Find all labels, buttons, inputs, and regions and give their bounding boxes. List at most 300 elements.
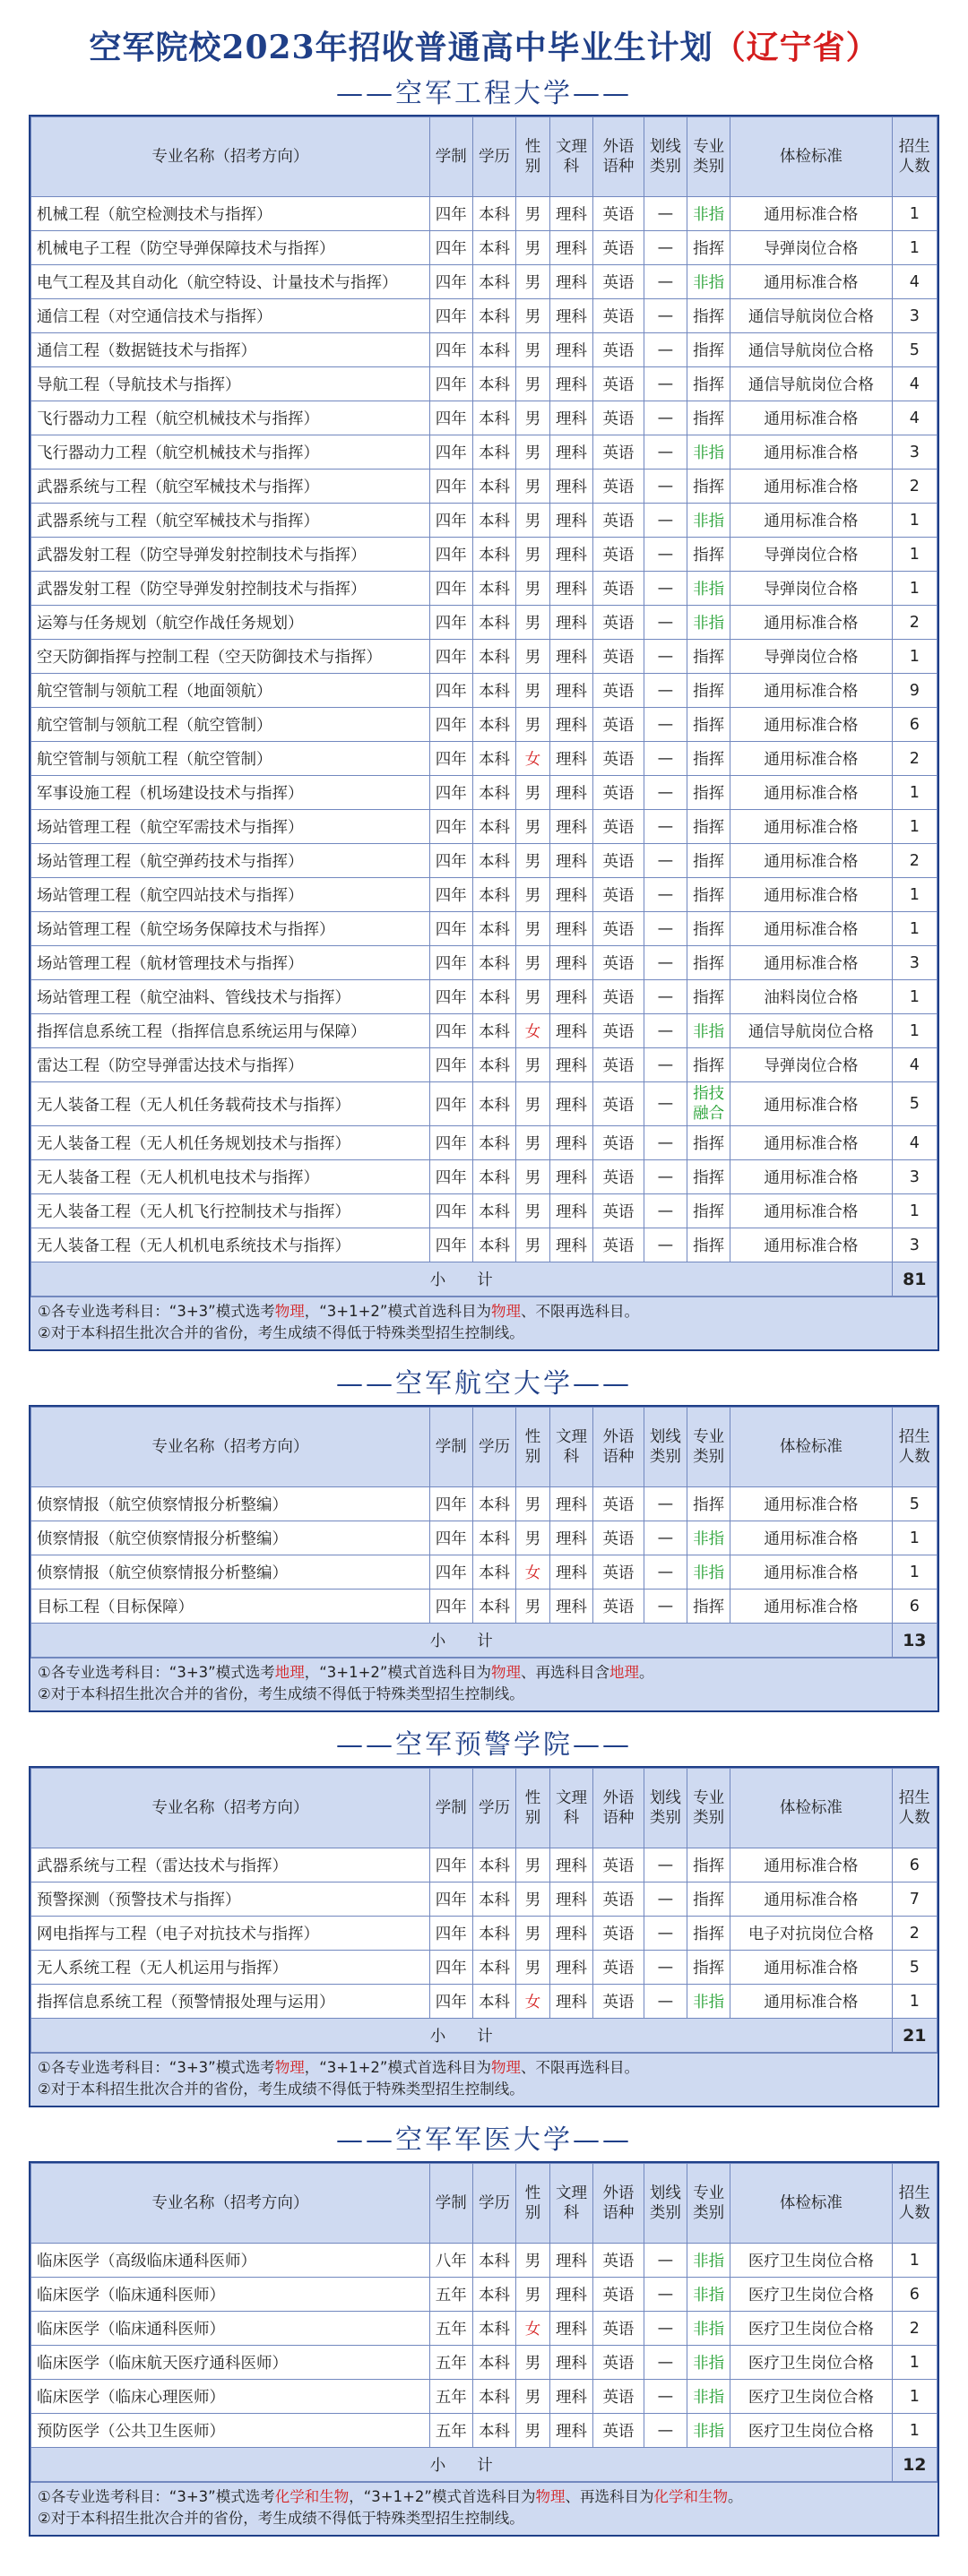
table-cell: 非指 [687,2414,730,2448]
table-cell: 本科 [472,435,515,470]
table-cell: 本科 [472,1848,515,1882]
note-line [38,1684,930,1705]
table-cell: 男 [516,1048,550,1082]
page-title [0,0,968,73]
table-cell: 英语 [593,606,644,640]
table-cell: 英语 [593,776,644,810]
column-header: 招生人数 [892,1408,937,1487]
table-cell: 理科 [549,946,592,980]
table-cell: 理科 [549,844,592,878]
table-cell: 男 [516,2278,550,2312]
table-row [31,1985,938,2019]
table-cell: 5 [892,1951,937,1985]
table-cell: 1 [892,1014,937,1048]
table-cell: 1 [892,2380,937,2414]
table-cell: 非指 [687,265,730,299]
subtotal-row [31,2448,938,2482]
table-cell: 理科 [549,333,592,367]
table-cell: 英语 [593,1882,644,1917]
table-cell: 理科 [549,401,592,435]
column-header: 体检标准 [730,117,892,197]
table-cell: 临床医学（临床通科医师） [31,2312,430,2346]
table-cell: 四年 [429,674,472,708]
note-line [38,2079,930,2100]
table-row [31,1082,938,1126]
table-cell: 英语 [593,1082,644,1126]
table-cell: 2 [892,742,937,776]
table-cell: 四年 [429,1082,472,1126]
table-cell: 1 [892,878,937,912]
table-cell: 四年 [429,1048,472,1082]
note-segment: 物理 [490,1303,521,1320]
table-cell: 本科 [472,946,515,980]
table-cell: 指挥 [687,470,730,504]
table-cell: 侦察情报（航空侦察情报分析整编） [31,1555,430,1590]
table-row [31,538,938,572]
table-row [31,2278,938,2312]
table-cell: 通用标准合格 [730,674,892,708]
subtotal-label: 小 计 [31,2019,893,2053]
table-cell: 本科 [472,2312,515,2346]
table-cell: — [644,810,687,844]
table-cell: — [644,2278,687,2312]
table-cell: 指挥 [687,299,730,333]
table-cell: 理科 [549,1951,592,1985]
table-cell: 四年 [429,1590,472,1624]
table-cell: 指挥 [687,810,730,844]
table-cell: — [644,2380,687,2414]
table-cell: 本科 [472,265,515,299]
plan-table-wrapper [29,1766,939,2107]
table-cell: 五年 [429,2312,472,2346]
table-cell: 四年 [429,1951,472,1985]
table-cell: 医疗卫生岗位合格 [730,2346,892,2380]
table-cell: 英语 [593,470,644,504]
table-cell: 四年 [429,776,472,810]
table-cell: 理科 [549,1487,592,1521]
table-cell: 四年 [429,1160,472,1194]
table-cell: 女 [516,742,550,776]
table-cell: 通用标准合格 [730,1160,892,1194]
table-cell: 男 [516,572,550,606]
table-cell: 理科 [549,708,592,742]
table-cell: — [644,1917,687,1951]
table-cell: 2 [892,2312,937,2346]
table-cell: 英语 [593,299,644,333]
table-cell: 通用标准合格 [730,1082,892,1126]
page-title-main: 空军院校2023年招收普通高中毕业生计划 [89,29,713,66]
table-cell: 机械工程（航空检测技术与指挥） [31,197,430,231]
table-cell: — [644,1014,687,1048]
table-cell: 男 [516,1951,550,1985]
table-cell: 英语 [593,742,644,776]
plan-table [30,1407,938,1658]
table-row [31,299,938,333]
table-cell: 非指 [687,435,730,470]
table-cell: 英语 [593,946,644,980]
table-cell: 本科 [472,1014,515,1048]
table-cell: 四年 [429,470,472,504]
subtotal-count: 21 [892,2019,937,2053]
table-cell: 男 [516,2414,550,2448]
table-cell: — [644,1951,687,1985]
table-cell: 指挥 [687,1048,730,1082]
table-cell: 理科 [549,640,592,674]
table-cell: 1 [892,197,937,231]
table-cell: 指挥 [687,674,730,708]
table-cell: 非指 [687,2380,730,2414]
column-header: 学历 [472,1408,515,1487]
plan-table-wrapper [29,115,939,1351]
table-cell: 英语 [593,1521,644,1555]
column-header: 性别 [516,1408,550,1487]
table-cell: 英语 [593,2244,644,2278]
table-cell: — [644,776,687,810]
table-cell: 四年 [429,504,472,538]
table-cell: 航空管制与领航工程（航空管制） [31,742,430,776]
table-header-row [31,1408,938,1487]
table-cell: 本科 [472,1521,515,1555]
table-cell: 本科 [472,231,515,265]
note-segment: ②对于本科招生批次合并的省份，考生成绩不得低于特殊类型招生控制线。 [38,2081,524,2098]
table-cell: 通用标准合格 [730,1487,892,1521]
section-title: ——空军工程大学—— [336,78,632,109]
table-cell: 通用标准合格 [730,606,892,640]
table-cell: 通用标准合格 [730,708,892,742]
table-cell: — [644,2244,687,2278]
table-cell: 本科 [472,1951,515,1985]
table-row [31,1590,938,1624]
table-cell: 本科 [472,197,515,231]
table-cell: 本科 [472,2414,515,2448]
table-cell: — [644,197,687,231]
table-row [31,265,938,299]
table-cell: 本科 [472,1160,515,1194]
table-cell: 男 [516,2380,550,2414]
table-cell: 英语 [593,1126,644,1160]
table-cell: 本科 [472,572,515,606]
table-cell: 男 [516,538,550,572]
table-cell: 英语 [593,333,644,367]
column-header: 文理科 [549,117,592,197]
table-cell: 本科 [472,1487,515,1521]
subtotal-row [31,1262,938,1297]
table-cell: 英语 [593,265,644,299]
note-segment: 地理 [609,1664,639,1681]
table-cell: — [644,1487,687,1521]
table-cell: 理科 [549,2244,592,2278]
table-cell: 2 [892,606,937,640]
note-segment: ②对于本科招生批次合并的省份，考生成绩不得低于特殊类型招生控制线。 [38,2510,524,2527]
table-cell: 理科 [549,231,592,265]
table-cell: 医疗卫生岗位合格 [730,2414,892,2448]
table-cell: — [644,2414,687,2448]
table-row [31,231,938,265]
table-row [31,640,938,674]
table-cell: 4 [892,401,937,435]
table-cell: 指挥 [687,1917,730,1951]
table-cell: — [644,1126,687,1160]
table-cell: 6 [892,708,937,742]
column-header: 学制 [429,1769,472,1848]
table-cell: 通用标准合格 [730,742,892,776]
table-cell: 武器系统与工程（雷达技术与指挥） [31,1848,430,1882]
table-cell: 6 [892,2278,937,2312]
table-cell: 1 [892,776,937,810]
table-cell: 通信导航岗位合格 [730,367,892,401]
column-header: 学制 [429,117,472,197]
table-cell: 本科 [472,674,515,708]
table-cell: 指挥 [687,333,730,367]
table-cell: 四年 [429,197,472,231]
note-segment: ②对于本科招生批次合并的省份，考生成绩不得低于特殊类型招生控制线。 [38,1685,524,1702]
table-cell: 1 [892,2244,937,2278]
table-cell: 四年 [429,1985,472,2019]
subtotal-row [31,2019,938,2053]
table-cell: 男 [516,367,550,401]
table-cell: 通信工程（数据链技术与指挥） [31,333,430,367]
table-cell: 英语 [593,708,644,742]
table-cell: 导弹岗位合格 [730,640,892,674]
table-cell: 男 [516,640,550,674]
table-cell: — [644,878,687,912]
table-cell: 理科 [549,504,592,538]
table-cell: 指挥 [687,1126,730,1160]
table-row [31,2312,938,2346]
table-cell: 本科 [472,1048,515,1082]
table-cell: 本科 [472,470,515,504]
table-cell: 理科 [549,776,592,810]
table-cell: — [644,980,687,1014]
table-cell: 理科 [549,980,592,1014]
table-cell: 1 [892,572,937,606]
table-row [31,470,938,504]
table-cell: 非指 [687,606,730,640]
table-cell: 通用标准合格 [730,810,892,844]
table-cell: 空天防御指挥与控制工程（空天防御技术与指挥） [31,640,430,674]
column-header: 划线类别 [644,2164,687,2244]
table-row [31,1555,938,1590]
table-cell: 指挥 [687,1160,730,1194]
note-line [38,2057,930,2079]
table-cell: 指挥 [687,538,730,572]
table-cell: 英语 [593,2414,644,2448]
table-row [31,197,938,231]
table-cell: 男 [516,912,550,946]
section-gap [0,1351,968,1364]
table-row [31,401,938,435]
note-segment: 物理 [274,2059,305,2076]
plan-table [30,2163,938,2482]
note-line [38,2508,930,2529]
table-row [31,1228,938,1262]
table-cell: 医疗卫生岗位合格 [730,2244,892,2278]
column-header: 文理科 [549,2164,592,2244]
table-cell: 通用标准合格 [730,878,892,912]
note-line [38,1301,930,1322]
table-cell: — [644,265,687,299]
table-cell: 四年 [429,708,472,742]
table-cell: 临床医学（高级临床通科医师） [31,2244,430,2278]
table-cell: — [644,367,687,401]
table-cell: 本科 [472,2278,515,2312]
note-segment: ，“3+1+2”模式首选科目为 [304,1664,491,1681]
table-cell: 本科 [472,2244,515,2278]
table-cell: 本科 [472,1194,515,1228]
table-cell: 女 [516,2312,550,2346]
note-segment: 物理 [274,1303,305,1320]
table-cell: — [644,401,687,435]
table-cell: 1 [892,231,937,265]
table-cell: — [644,470,687,504]
column-header: 专业名称（招考方向） [31,1408,430,1487]
table-row [31,2244,938,2278]
table-cell: 男 [516,980,550,1014]
table-cell: 导弹岗位合格 [730,538,892,572]
table-cell: 四年 [429,435,472,470]
table-cell: 四年 [429,1228,472,1262]
table-cell: 非指 [687,2346,730,2380]
table-cell: 四年 [429,810,472,844]
column-header: 体检标准 [730,1408,892,1487]
table-cell: 通信导航岗位合格 [730,333,892,367]
table-cell: 通用标准合格 [730,265,892,299]
table-cell: 英语 [593,1228,644,1262]
column-header: 专业名称（招考方向） [31,117,430,197]
table-cell: — [644,640,687,674]
table-cell: 理科 [549,1848,592,1882]
table-cell: 1 [892,640,937,674]
table-cell: 武器系统与工程（航空军械技术与指挥） [31,504,430,538]
note-segment: 、不限再选科目。 [520,2059,639,2076]
table-cell: 英语 [593,2278,644,2312]
table-cell: — [644,231,687,265]
table-cell: 武器发射工程（防空导弹发射控制技术与指挥） [31,572,430,606]
table-cell: 通用标准合格 [730,1590,892,1624]
table-cell: 指挥 [687,1951,730,1985]
table-cell: — [644,946,687,980]
table-cell: — [644,1882,687,1917]
table-cell: 导弹岗位合格 [730,1048,892,1082]
table-cell: 1 [892,2414,937,2448]
table-cell: 英语 [593,878,644,912]
column-header: 外语语种 [593,1769,644,1848]
table-cell: — [644,2346,687,2380]
table-cell: 理科 [549,538,592,572]
table-cell: 航空管制与领航工程（航空管制） [31,708,430,742]
table-cell: 英语 [593,1555,644,1590]
table-cell: 1 [892,504,937,538]
table-cell: 理科 [549,1194,592,1228]
table-cell: 6 [892,1590,937,1624]
table-cell: 英语 [593,504,644,538]
column-header: 学历 [472,1769,515,1848]
table-cell: 四年 [429,1848,472,1882]
table-cell: 英语 [593,1014,644,1048]
table-cell: 5 [892,1082,937,1126]
table-cell: 6 [892,1848,937,1882]
table-cell: 四年 [429,538,472,572]
table-cell: 本科 [472,878,515,912]
table-cell: 本科 [472,1882,515,1917]
table-cell: 理科 [549,367,592,401]
table-cell: 男 [516,606,550,640]
table-cell: 导航工程（导航技术与指挥） [31,367,430,401]
table-cell: 理科 [549,810,592,844]
table-cell: 英语 [593,231,644,265]
table-cell: 飞行器动力工程（航空机械技术与指挥） [31,435,430,470]
table-cell: 本科 [472,1126,515,1160]
table-cell: 男 [516,265,550,299]
table-cell: 电气工程及其自动化（航空特设、计量技术与指挥） [31,265,430,299]
table-cell: 通用标准合格 [730,946,892,980]
note-segment: 物理 [490,2059,521,2076]
table-cell: 英语 [593,980,644,1014]
section-gap [0,2537,968,2549]
table-cell: 本科 [472,1082,515,1126]
note-segment: 、再选科目含 [520,1664,609,1681]
table-cell: 指技 融合 [687,1082,730,1126]
table-cell: 无人装备工程（无人机任务载荷技术与指挥） [31,1082,430,1126]
table-cell: 2 [892,844,937,878]
table-row [31,912,938,946]
table-cell: 4 [892,1126,937,1160]
table-cell: 非指 [687,2312,730,2346]
table-cell: — [644,844,687,878]
table-cell: 男 [516,674,550,708]
table-cell: 男 [516,946,550,980]
table-cell: 1 [892,2346,937,2380]
table-cell: 飞行器动力工程（航空机械技术与指挥） [31,401,430,435]
subtotal-count: 12 [892,2448,937,2482]
table-row [31,1487,938,1521]
table-cell: 指挥 [687,980,730,1014]
table-cell: 侦察情报（航空侦察情报分析整编） [31,1487,430,1521]
table-cell: 4 [892,1048,937,1082]
table-cell: 英语 [593,197,644,231]
table-cell: 男 [516,401,550,435]
table-cell: — [644,2312,687,2346]
table-row [31,572,938,606]
column-header: 性别 [516,1769,550,1848]
table-cell: 1 [892,912,937,946]
table-cell: 四年 [429,980,472,1014]
table-cell: 1 [892,1194,937,1228]
note-segment: ①各专业选考科目：“3+3”模式选考 [38,2059,275,2076]
table-cell: 四年 [429,265,472,299]
table-cell: 目标工程（目标保障） [31,1590,430,1624]
table-cell: 四年 [429,572,472,606]
table-cell: 四年 [429,640,472,674]
table-cell: 电子对抗岗位合格 [730,1917,892,1951]
table-cell: 理科 [549,1228,592,1262]
table-cell: 预防医学（公共卫生医师） [31,2414,430,2448]
table-cell: 3 [892,299,937,333]
note-line [38,1322,930,1344]
table-cell: 本科 [472,844,515,878]
table-cell: 八年 [429,2244,472,2278]
table-row [31,504,938,538]
table-cell: 英语 [593,435,644,470]
table-cell: 2 [892,470,937,504]
table-row [31,1014,938,1048]
table-cell: 理科 [549,1590,592,1624]
table-cell: 通用标准合格 [730,1228,892,1262]
column-header: 专业名称（招考方向） [31,2164,430,2244]
table-row [31,1951,938,1985]
table-cell: 本科 [472,1228,515,1262]
table-cell: 1 [892,1985,937,2019]
